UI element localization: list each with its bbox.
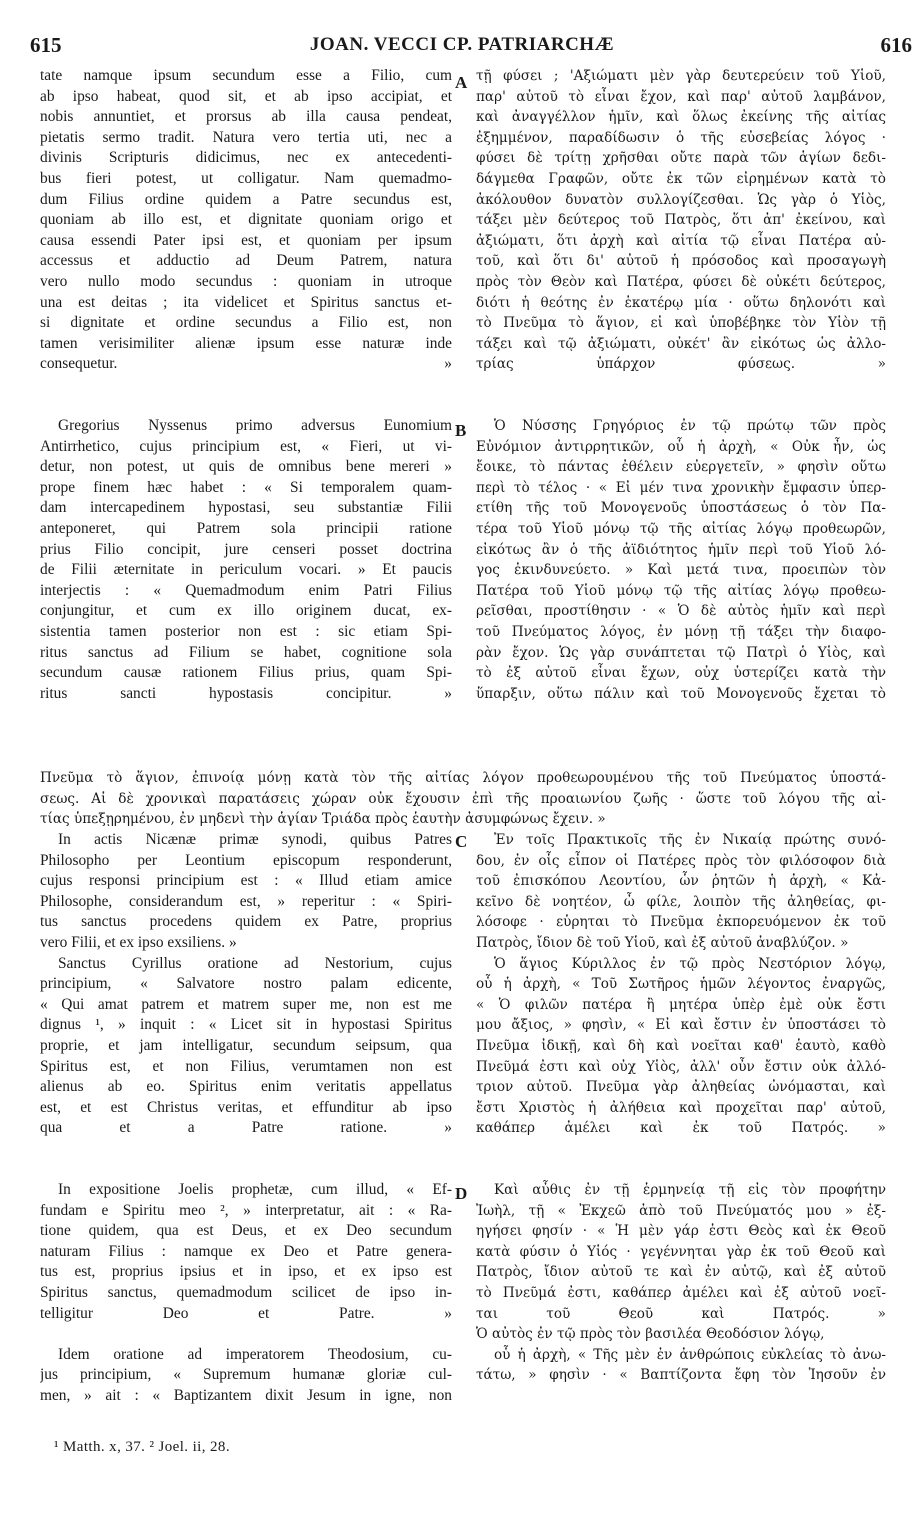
text-line: interjectis : « Quemadmodum enim Patri Filius: [40, 581, 452, 599]
text-line: jus principium, « Supremum humanæ gloriæ cul-: [40, 1366, 452, 1384]
text-line: [476, 396, 886, 417]
text-line: ritus sancti hypostasis concipitur. »: [40, 684, 452, 702]
text-line: ἀξιώματι, ὅτι ἀρχὴ καὶ αἰτία τῷ εἶναι Πατέρα αὐ-: [476, 232, 886, 249]
text-line: τὸ Πνεῦμα τὸ ἅγιον, εἰ καὶ ὑποβέβηκε τὸν Υἱὸν τῇ: [476, 315, 886, 332]
text-line: τάξει καὶ τῷ ἀξιώματι, οὐκέτ' ἂν εἰκότως ὡς ἀλλο-: [476, 335, 886, 352]
text-line: [476, 1139, 886, 1160]
text-line: Ὁ Νύσσης Γρηγόριος ἐν τῷ πρώτῳ τῶν πρὸς: [494, 418, 886, 435]
page-number-left: 615: [30, 33, 62, 57]
greek-full-width-lines: [40, 768, 886, 830]
text-line: [40, 704, 452, 725]
text-line: τριον αὐτοῦ. Πνεῦμα γὰρ ἀληθείας ὠνόμασται, καὶ: [476, 1079, 886, 1096]
text-line: una est deitas ; ita videlicet et Spiritus sanctus et-: [40, 293, 452, 311]
text-line: Ἰωὴλ, τῇ « Ἐκχεῶ ἀπὸ τοῦ Πνεύματός μου » ἐξ-: [476, 1202, 886, 1219]
text-line: naturam Filius : namque ex Deo et Patre genera-: [40, 1242, 452, 1260]
text-line: qua et a Patre ratione. »: [40, 1119, 452, 1137]
text-line: ἔστι Χριστὸς ἡ ἀλήθεια καὶ προχεῖται παρ' αὐτοῦ,: [476, 1099, 886, 1116]
text-line: Philosopho per Leontium episcopum responderunt,: [40, 851, 452, 869]
text-line: est, et est Christus veritas, et effunditur ab ipso: [40, 1098, 452, 1116]
text-line: πρὸς τὸν Θεὸν καὶ Πατέρα, φύσει δὲ οὐκέτι δεύτερος,: [476, 273, 886, 290]
text-line: nobis annuntiet, et prorsus ab illa causa pendeat,: [40, 108, 452, 126]
text-line: fundam e Spiritu meo ², » interpretatur, ait : « Ra-: [40, 1201, 452, 1219]
text-line: si dignitate et ordine secundus a Filio est, non: [40, 314, 452, 332]
text-line: ρὰν ἔχον. Ὡς γὰρ συνάπτεται τῷ Πατρὶ ὁ Υἱὸς, καὶ: [476, 644, 886, 661]
text-line: φύσει δὲ τρίτῃ χρῆσθαι οὔτε παρὰ τῶν ἁγίων δεδι-: [476, 150, 886, 167]
text-line: cujus responsi principium est : « Illud etiam amice: [40, 872, 452, 890]
text-line: consequetur. »: [40, 355, 452, 373]
text-line: ritus sanctus ad Filium se habet, cognitione sola: [40, 643, 452, 661]
text-line: quoniam ab illo est, et dignitate quoniam origo et: [40, 211, 452, 229]
text-line: γος ἐκινδυνεύετο. » Καὶ μετά τινα, προειπὼν τὸν: [476, 562, 886, 579]
text-line: Spiritus sanctus, quemadmodum scilicet de ipso in-: [40, 1284, 452, 1302]
greek-column-block-2: [476, 830, 886, 1407]
text-line: In actis Nicænæ primæ synodi, quibus Patres: [58, 831, 452, 848]
text-line: τάτω, » φησὶν · « Βαπτίζοντα ἔφη τὸν Ἰησοῦν ἐν: [476, 1367, 886, 1384]
text-line: tamen verisimiliter alienæ ipsum esse naturæ inde: [40, 334, 452, 352]
latin-column-block-2: [40, 830, 452, 1407]
text-line: [40, 396, 452, 417]
text-line: [476, 746, 886, 767]
text-line: dam intercapedinem hypostasi, seu substantiæ Filii: [40, 499, 452, 517]
text-line: τάξει μὲν δεύτερος τοῦ Πατρὸς, ὅτι ἀπ' ἐκείνου, καὶ: [476, 212, 886, 229]
text-line: κατὰ φύσιν ὁ Υἱός · γεγέννηται γὰρ ἐκ τοῦ Θεοῦ καὶ: [476, 1243, 886, 1260]
text-line: Πατρὸς, ἴδιον αὐτοῦ τε καὶ ἐν αὐτῷ, καὶ ἐξ αὐτοῦ: [476, 1264, 886, 1281]
text-line: Καὶ αὖθις ἐν τῇ ἑρμηνείᾳ τῇ εἰς τὸν προφήτην: [494, 1182, 886, 1199]
text-line: τοῦ Πνεύματος λόγος, ἐν μόνῃ τῇ τάξει τὴν διαφο-: [476, 624, 886, 641]
text-line: conjungitur, et cum ex illo originem ducat, ex-: [40, 602, 452, 620]
footnotes: ¹ Matth. x, 37. ² Joel. ii, 28.: [54, 1439, 230, 1455]
text-line: tione quidem, qua est Deus, et ex Deo secundum: [40, 1222, 452, 1240]
text-line: tus est, proprius ipsius et in ipso, et ex ipso est: [40, 1263, 452, 1281]
text-line: [40, 725, 452, 746]
text-line: accessus et adductio ad Deum Patrem, natura: [40, 252, 452, 270]
text-line: περὶ τὸ τέλος · « Εἰ μέν τινα χρονικὴν ἔμφασιν ὑπερ-: [476, 479, 886, 496]
text-line: τέρα τοῦ Υἱοῦ μόνῳ τῷ τῆς αἰτίας λόγῳ προθεωρῶν,: [476, 521, 886, 538]
text-line: sistentia tamen posterior non est : sic etiam Spi-: [40, 623, 452, 641]
text-line: ται τοῦ Θεοῦ καὶ Πατρός. »: [476, 1305, 886, 1322]
text-line: « Qui amat patrem et matrem super me, non est me: [40, 995, 452, 1013]
text-line: prius Filio concipit, jure censeri posset doctrina: [40, 540, 452, 558]
text-line: [476, 704, 886, 725]
text-line: anteponeret, qui Patrem sola principii ratione: [40, 520, 452, 538]
text-line: οὗ ἡ ἀρχὴ, « Τῆς μὲν ἐν ἀνθρώποις εὐκλείας τὸ ἀνω-: [494, 1346, 886, 1363]
section-marker-b: B: [455, 421, 467, 440]
text-line: telligitur Deo et Patre. »: [40, 1304, 452, 1322]
text-line: ὕπαρξιν, οὕτω πάλιν καὶ τοῦ Μονογενοῦς ἔχεται τὸ: [476, 685, 886, 702]
text-line: proprie, et jam intelligatur, secundum seipsum, qua: [40, 1036, 452, 1054]
text-line: secundum causæ rationem Filius prius, quam Spi-: [40, 664, 452, 682]
text-line: Spiritus est, et non Filius, verumtamen non est: [40, 1057, 452, 1075]
text-line: τὸ Πνεῦμά ἐστι, καθάπερ ἀμέλει καὶ ἐξ αὐτοῦ νοεῖ-: [476, 1285, 886, 1302]
section-marker-d: D: [455, 1184, 468, 1203]
text-line: vero nullo modo secundus : quoniam in utroque: [40, 272, 452, 290]
section-marker-a: A: [455, 73, 468, 92]
text-line: ἀκόλουθον δυνατὸν συλλογίζεσθαι. Ὡς γὰρ ὁ Υἱὸς,: [476, 191, 886, 208]
text-line: men, » ait : « Baptizantem dixit Jesum in igne, non: [40, 1387, 452, 1405]
text-line: ἐξημμένον, παραδίδωσιν ὁ τῆς εὐσεβείας λόγος ·: [476, 129, 886, 146]
text-line: τῇ φύσει ; 'Αξιώματι μὲν γὰρ δευτερεύειν τοῦ Υἱοῦ,: [476, 68, 886, 84]
page-number-right: 616: [880, 33, 912, 57]
text-line: pietatis sermo tradit. Natura vero tertia uti, nec a: [40, 128, 452, 146]
text-line: prope finem hæc habet : « Si temporalem quam-: [40, 478, 452, 496]
text-line: Πνεῦμά ἐστι καὶ οὐχ Υἱὸς, ἀλλ' οὖν ἔστιν οὐκ ἀλλό-: [476, 1058, 886, 1075]
text-line: de Filii æternitate in periculum vocari. » Et paucis: [40, 561, 452, 579]
running-title: JOAN. VECCI CP. PATRIARCHÆ: [309, 34, 615, 55]
text-line: καὶ ἀναγγέλλον ἡμῖν, καὶ ὅλως ἐκείνης τῆς αἰτίας: [476, 109, 886, 126]
text-line: dum Filius ordine quidem a Patre secundus est,: [40, 190, 452, 208]
text-line: [476, 1160, 886, 1181]
text-line: ab ipso habeat, quod sit, et ab ipso accipiat, et: [40, 87, 452, 105]
text-line: principium, « Salvatore nostro palam edicente,: [40, 975, 452, 993]
text-line: bus fieri potest, ut colligatur. Nam quemadmo-: [40, 169, 452, 187]
text-line: Sanctus Cyrillus oratione ad Nestorium, cujus: [58, 954, 452, 972]
text-line: σεως. Αἱ δὲ χρονικαὶ παρατάσεις χώραν οὐκ ἔχουσιν ἐπὶ τῆς προαιωνίου ζωῆς · ὥστε τοῦ λόγου τῆς αἰ-: [40, 790, 886, 807]
text-line: causa essendi Pater ipsi est, et quoniam per ipsum: [40, 231, 452, 249]
text-line: μου ἄξιος, » φησὶν, « Εἰ καὶ ἔστιν ἐν ὑποστάσει τὸ: [476, 1017, 886, 1034]
text-line: εἰκότως ἂν ὁ τῆς ἀϊδιότητος ἡμῖν περὶ τοῦ Υἱοῦ λό-: [476, 541, 886, 558]
text-line: οὗ ἡ ἀρχὴ, « Τοῦ Σωτῆρος ἡμῶν λέγοντος ἐναργῶς,: [476, 976, 886, 993]
text-line: Philosophe, considerandum est, » reperitur : « Spiri-: [40, 892, 452, 910]
text-line: ετίθη τῆς τοῦ Μονογενοῦς ὑποστάσεως ὁ τὸν Πα-: [476, 500, 886, 517]
text-line: κεῖνο δὲ νοητέον, ὦ φίλε, λοιπὸν τῆς ἀληθείας, φι-: [476, 893, 886, 910]
text-line: παρ' αὐτοῦ τὸ εἶναι ἔχον, καὶ παρ' αὐτοῦ λαμβάνον,: [476, 88, 886, 105]
text-line: detur, non potest, ut quis de omnibus bene mereri »: [40, 458, 452, 476]
text-line: ηγήσει φησίν · « Ἡ μὲν γάρ ἐστι Θεὸς καὶ ἐκ Θεοῦ: [476, 1223, 886, 1240]
text-line: Gregorius Nyssenus primo adversus Eunomium: [58, 417, 452, 435]
text-line: [40, 375, 452, 396]
text-line: [40, 1160, 452, 1181]
text-line: [476, 375, 886, 396]
text-line: Πατρὸς, ἴδιον δὲ τοῦ Υἱοῦ, καὶ ἐξ αὐτοῦ ἀναβλύζον. »: [476, 934, 849, 951]
text-line: Antirrhetico, cujus principium est, « Fieri, ut vi-: [40, 437, 452, 455]
text-line: [40, 746, 452, 767]
text-line: [476, 1386, 886, 1407]
text-line: τοῦ, καὶ ὅτι δι' αὐτοῦ ἡ πρόσοδος καὶ προσαγωγὴ: [476, 253, 886, 270]
text-line: Ὁ ἅγιος Κύριλλος ἐν τῷ πρὸς Νεστόριον λόγῳ,: [494, 955, 886, 972]
text-line: Ὁ αὐτὸς ἐν τῷ πρὸς τὸν βασιλέα Θεοδόσιον λόγῳ,: [476, 1326, 825, 1343]
section-marker-c: C: [455, 832, 468, 851]
text-line: ρεῖσθαι, προστίθησιν · « Ὁ δὲ αὐτὸς ἡμῖν καὶ περὶ: [476, 603, 886, 620]
text-line: Εὐνόμιον ἀντιρρητικῶν, οὗ ἡ ἀρχὴ, « Οὐκ ἦν, ὡς: [476, 438, 886, 455]
text-line: Πατέρα τοῦ Υἱοῦ μόνῳ τῷ τῆς αἰτίας λόγῳ προθεω-: [476, 582, 886, 599]
latin-column-block-1: [40, 66, 452, 766]
text-line: vero Filii, et ex ipso exsiliens. »: [40, 933, 237, 951]
text-line: καθάπερ ἀμέλει καὶ ἐκ τοῦ Πατρός. »: [476, 1120, 886, 1137]
text-line: τοῦ ἐπισκόπου Λεοντίου, ὧν ῥητῶν ἡ ἀρχὴ, « Κἀ-: [476, 873, 886, 890]
text-line: [476, 725, 886, 746]
text-line: δάγμεθα Γραφῶν, οὔτε ἐκ τῶν εἰρημένων κατὰ τὸ: [476, 170, 886, 187]
text-line: λόσοφε · εὑρηται τὸ Πνεῦμα ἐκπορευόμενον ἐκ τοῦ: [476, 914, 886, 931]
text-line: alienus ab eo. Spiritus enim veritatis appellatus: [40, 1078, 452, 1096]
text-line: Ἐν τοῖς Πρακτικοῖς τῆς ἐν Νικαίᾳ πρώτης συνό-: [494, 832, 886, 848]
text-line: τρίας ὑπάρχον φύσεως. »: [476, 356, 886, 373]
text-line: Πνεῦμα ἰδικῇ, καὶ δὴ καὶ νοεῖται καθ' ἑαυτὸ, καθὸ: [476, 1037, 886, 1054]
text-line: tate namque ipsum secundum esse a Filio, cum: [40, 67, 452, 84]
text-line: tus sanctus procedens quidem ex Patre, proprius: [40, 913, 452, 931]
text-line: [40, 1139, 452, 1160]
text-line: Πνεῦμα τὸ ἅγιον, ἐπινοίᾳ μόνῃ κατὰ τὸν τῆς αἰτίας λόγον προθεωρουμένου τῆς τοῦ Πνεύματος ὑποστά-: [40, 770, 886, 786]
text-line: δου, ἐν οἷς εἶπον οἱ Πατέρες πρὸς τὸν φιλόσοφον διὰ: [476, 852, 886, 869]
text-line: Idem oratione ad imperatorem Theodosium, cu-: [58, 1345, 452, 1363]
greek-column-block-1: [476, 66, 886, 766]
text-line: In expositione Joelis prophetæ, cum illud, « Ef-: [58, 1181, 452, 1199]
text-line: dignus ¹, » inquit : « Licet sit in hypostasi Spiritus: [40, 1016, 452, 1034]
text-line: [40, 1324, 452, 1345]
text-line: διότι ἡ θεότης ἐν ἑκατέρῳ μία · οὕτω δηλονότι καὶ: [476, 294, 886, 311]
text-line: divinis Scripturis didicimus, nec ex antecedenti-: [40, 149, 452, 167]
text-line: ἔοικε, τὸ πάντας ἐθέλειν εὐεργετεῖν, » φησὶν οὕτω: [476, 459, 886, 476]
text-line: τίας ὑπεξῃρημένου, ἐν μηδενὶ τὴν ἁγίαν Τριάδα πρὸς ἑαυτὴν ἀσυμφώνως ἔχειν. »: [40, 811, 606, 828]
text-line: « Ὁ φιλῶν πατέρα ἢ μητέρα ὑπὲρ ἐμὲ οὐκ ἔστι: [476, 996, 886, 1013]
text-line: τὸ ἐξ αὐτοῦ εἶναι ἔχων, οὐχ ὑστερίζει κατὰ τὴν: [476, 665, 886, 682]
